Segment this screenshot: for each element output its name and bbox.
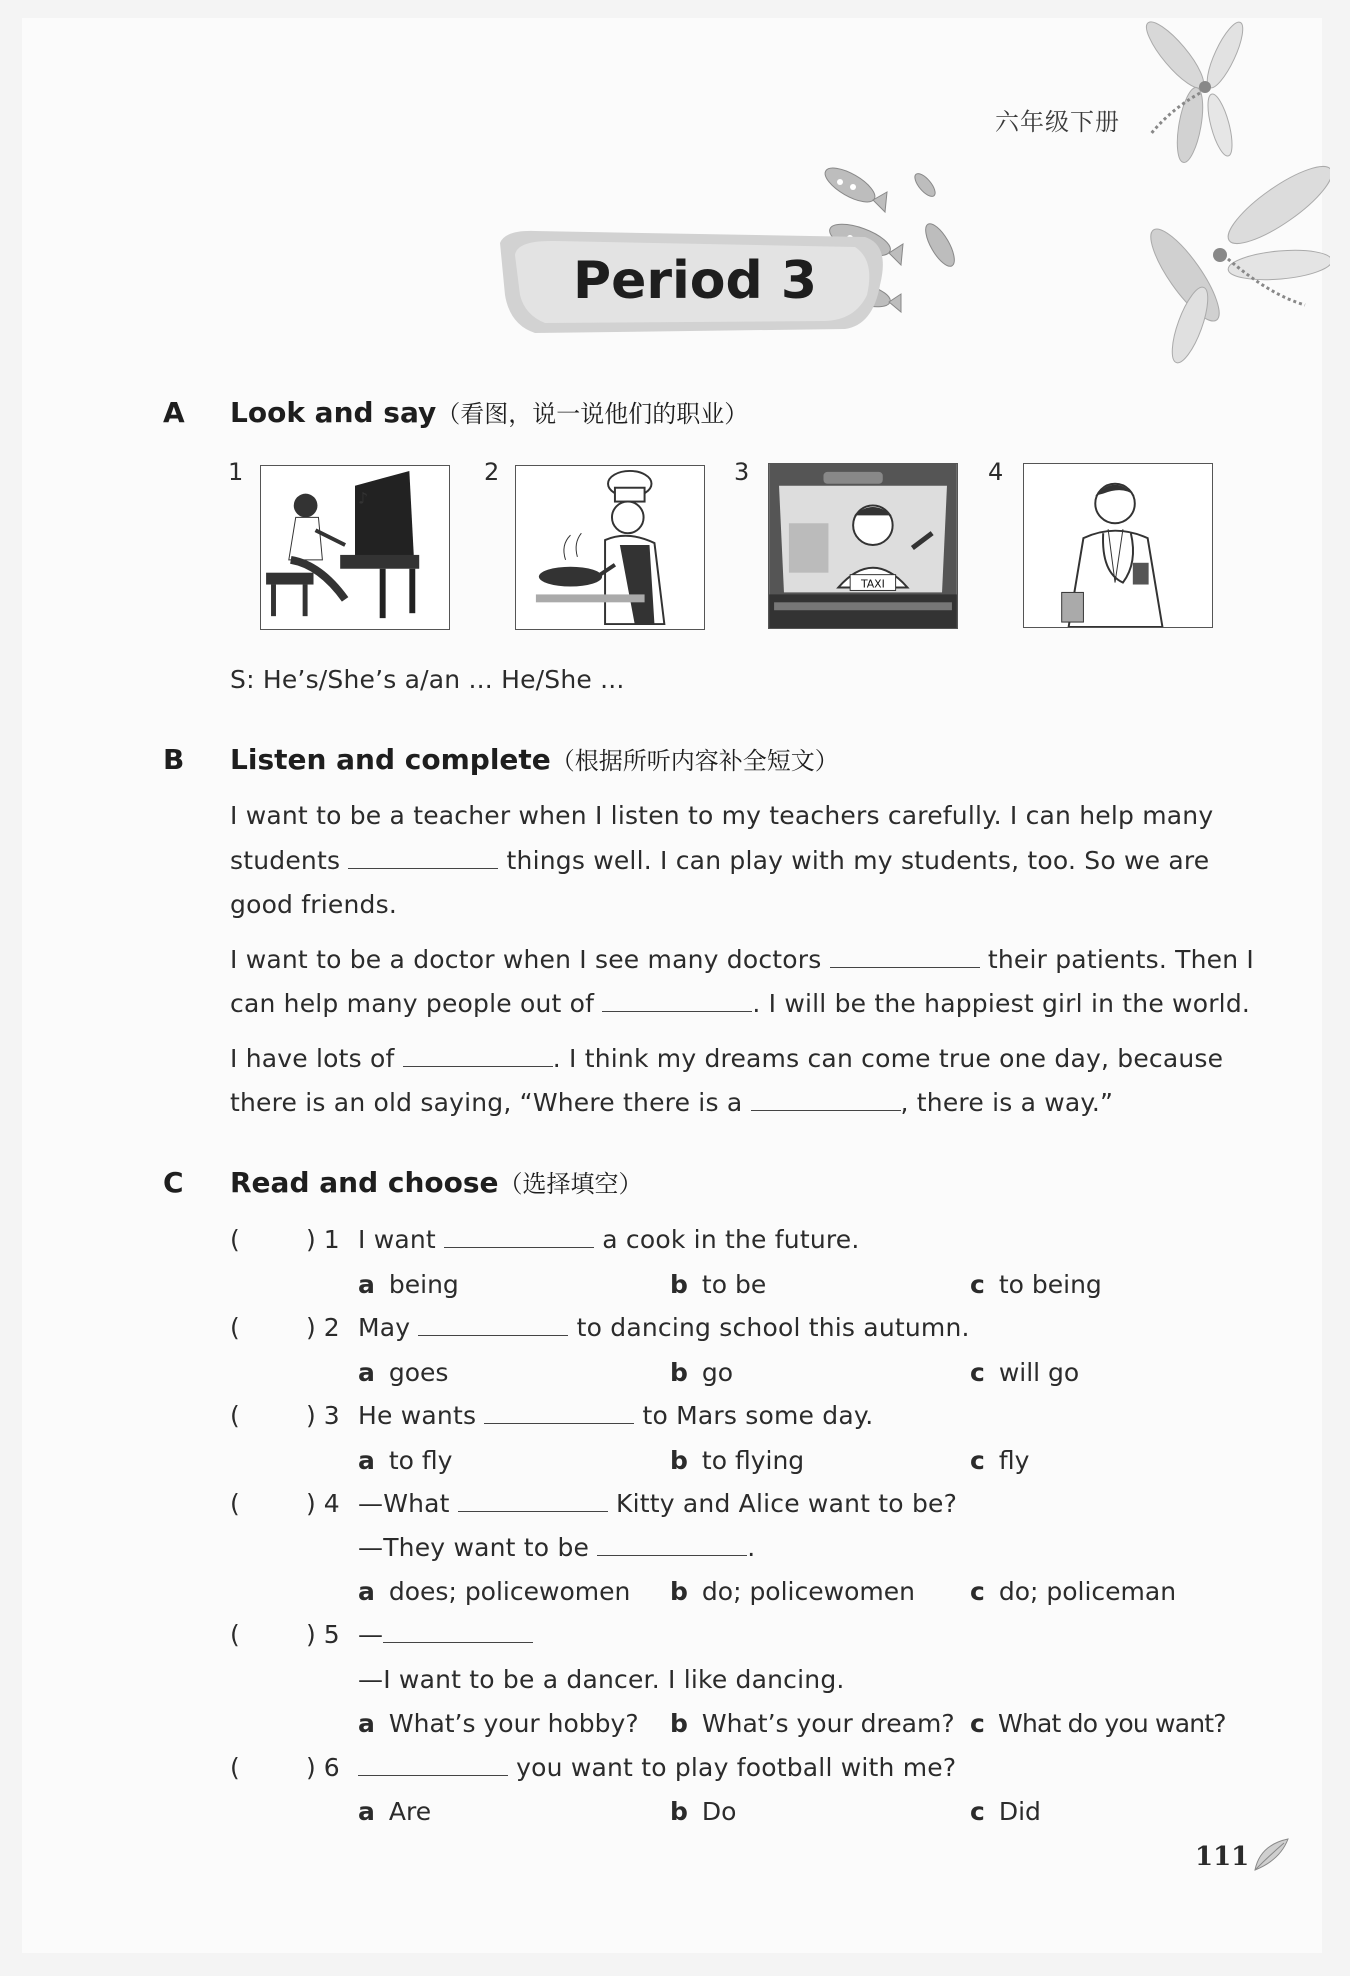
answer-blank[interactable]: [403, 1044, 553, 1067]
passage-text: there is an old saying, “Where there is a: [230, 1088, 743, 1117]
question-number: ) 2: [306, 1313, 340, 1342]
question-part: to dancing school this autumn.: [576, 1313, 970, 1342]
question-part: you want to play football with me?: [516, 1753, 957, 1782]
section-letter-a: A: [163, 396, 185, 429]
picture-number: 4: [988, 458, 1004, 486]
passage-text: I want to be a doctor when I see many doctors: [230, 945, 822, 974]
section-a-prompt: S: He’s/She’s a/an ... He/She ...: [230, 665, 625, 694]
question-part: —They want to be: [358, 1533, 590, 1562]
option-key: a: [358, 1577, 375, 1606]
option-b[interactable]: [670, 1270, 766, 1299]
section-c-title: [230, 1164, 643, 1199]
doctor-icon: [1024, 464, 1212, 627]
option-text: being: [388, 1270, 459, 1299]
passage-line: I want to be a teacher when I listen to my teachers carefully. I can help many: [230, 801, 1214, 830]
answer-paren-open[interactable]: (: [230, 1401, 240, 1430]
taxi-driver-icon: [769, 464, 957, 628]
question-number: ) 5: [306, 1620, 340, 1649]
answer-paren-open[interactable]: (: [230, 1313, 240, 1342]
option-b[interactable]: [670, 1797, 736, 1826]
page-number: 111: [1195, 1842, 1250, 1872]
option-text: to fly: [388, 1446, 453, 1475]
option-key: b: [670, 1577, 688, 1606]
picture-pianist: [260, 465, 450, 630]
answer-blank[interactable]: [348, 846, 498, 869]
option-text: to flying: [701, 1446, 805, 1475]
option-key: a: [358, 1709, 375, 1738]
option-key: c: [970, 1270, 985, 1299]
passage-line: good friends.: [230, 890, 397, 919]
option-c[interactable]: [970, 1270, 1102, 1299]
answer-blank[interactable]: [444, 1225, 594, 1248]
option-key: b: [670, 1358, 688, 1387]
option-c[interactable]: [970, 1446, 1029, 1475]
option-key: a: [358, 1797, 375, 1826]
option-text: Are: [388, 1797, 432, 1826]
pianist-icon: [261, 466, 449, 629]
section-a-title-cn: （看图，说一说他们的职业）: [436, 400, 749, 428]
question-part: —: [358, 1620, 384, 1649]
title-banner: [495, 225, 875, 337]
answer-blank[interactable]: [418, 1313, 568, 1336]
option-c[interactable]: [970, 1797, 1041, 1826]
taxi-sign: TAXI: [860, 577, 885, 591]
option-b[interactable]: [670, 1358, 733, 1387]
option-c[interactable]: [970, 1709, 1226, 1738]
option-key: b: [670, 1709, 688, 1738]
section-a-title: [230, 394, 748, 429]
section-c-title-cn: （选择填空）: [498, 1170, 643, 1198]
passage-text: , there is a way.”: [900, 1088, 1114, 1117]
question-part: to Mars some day.: [642, 1401, 874, 1430]
answer-blank[interactable]: [358, 1753, 508, 1776]
option-key: a: [358, 1446, 375, 1475]
question-text: —I want to be a dancer. I like dancing.: [358, 1665, 845, 1694]
leaf-icon: [1250, 1835, 1292, 1875]
picture-number: 1: [228, 458, 244, 486]
option-a[interactable]: [358, 1446, 452, 1475]
option-text: does; policewomen: [388, 1577, 631, 1606]
option-key: a: [358, 1358, 375, 1387]
option-text: to be: [701, 1270, 767, 1299]
option-b[interactable]: [670, 1446, 804, 1475]
section-a-title-en: Look and say: [230, 396, 437, 429]
answer-paren-open[interactable]: (: [230, 1620, 240, 1649]
option-key: c: [970, 1577, 985, 1606]
passage-text: things well. I can play with my students, too. So we are: [506, 846, 1210, 875]
grade-label: 六年级下册: [995, 108, 1120, 136]
option-a[interactable]: [358, 1577, 630, 1606]
picture-cook: [515, 465, 705, 630]
passage-line: [230, 846, 1209, 875]
passage-text: can help many people out of: [230, 989, 595, 1018]
answer-blank[interactable]: [458, 1489, 608, 1512]
option-c[interactable]: [970, 1577, 1176, 1606]
option-text: will go: [998, 1358, 1080, 1387]
question-part: Kitty and Alice want to be?: [616, 1489, 958, 1518]
section-b-title-cn: （根据所听内容补全短文）: [550, 747, 839, 775]
answer-paren-open[interactable]: (: [230, 1225, 240, 1254]
dragonfly-icon: [1130, 155, 1330, 365]
question-part: —What: [358, 1489, 450, 1518]
question-part: a cook in the future.: [602, 1225, 860, 1254]
option-a[interactable]: [358, 1709, 639, 1738]
option-key: b: [670, 1797, 688, 1826]
question-text: [358, 1533, 755, 1562]
passage-line: [230, 1044, 1223, 1073]
option-text: do; policewomen: [701, 1577, 915, 1606]
dragonfly-icon: [1130, 15, 1250, 165]
section-b-title: [230, 741, 839, 776]
option-text: What’s your hobby?: [388, 1709, 639, 1738]
answer-paren-open[interactable]: (: [230, 1489, 240, 1518]
option-text: do; policeman: [998, 1577, 1177, 1606]
option-text: go: [701, 1358, 734, 1387]
option-text: goes: [388, 1358, 449, 1387]
section-b-title-en: Listen and complete: [230, 743, 551, 776]
option-c[interactable]: [970, 1358, 1079, 1387]
question-part: .: [747, 1533, 756, 1562]
question-text: [358, 1401, 873, 1430]
option-text: Did: [998, 1797, 1041, 1826]
option-b[interactable]: [670, 1577, 915, 1606]
option-a[interactable]: [358, 1270, 459, 1299]
answer-blank[interactable]: [597, 1533, 747, 1556]
picture-doctor: [1023, 463, 1213, 628]
option-text: Do: [701, 1797, 737, 1826]
option-b[interactable]: [670, 1709, 955, 1738]
question-text: [358, 1225, 860, 1254]
option-text: What do you want?: [998, 1709, 1226, 1738]
question-part: He wants: [358, 1401, 477, 1430]
question-text: [358, 1753, 956, 1782]
answer-blank[interactable]: [602, 989, 752, 1012]
section-letter-b: B: [163, 743, 185, 776]
question-number: ) 4: [306, 1489, 340, 1518]
passage-line: [230, 945, 1254, 974]
section-letter-c: C: [163, 1166, 184, 1199]
option-a[interactable]: [358, 1358, 448, 1387]
answer-paren-open[interactable]: (: [230, 1753, 240, 1782]
passage-text: students: [230, 846, 341, 875]
option-key: a: [358, 1270, 375, 1299]
question-text: [358, 1489, 957, 1518]
cook-icon: [516, 466, 704, 629]
question-part: I want: [358, 1225, 436, 1254]
question-text: [358, 1313, 970, 1342]
section-c-title-en: Read and choose: [230, 1166, 499, 1199]
option-key: c: [970, 1709, 985, 1738]
option-key: c: [970, 1446, 985, 1475]
page-title: Period 3: [572, 251, 818, 311]
option-key: b: [670, 1446, 688, 1475]
option-key: b: [670, 1270, 688, 1299]
answer-blank[interactable]: [484, 1401, 634, 1424]
answer-blank[interactable]: [383, 1620, 533, 1643]
picture-number: 3: [734, 458, 750, 486]
passage-line: [230, 989, 1250, 1018]
passage-line: [230, 1088, 1113, 1117]
svg-text:♪: ♪: [357, 488, 369, 508]
picture-number: 2: [484, 458, 500, 486]
option-key: c: [970, 1358, 985, 1387]
option-text: fly: [998, 1446, 1030, 1475]
option-a[interactable]: [358, 1797, 431, 1826]
passage-text: . I think my dreams can come true one day, because: [552, 1044, 1224, 1073]
picture-taxi-driver: [768, 463, 958, 629]
question-text: [358, 1620, 533, 1649]
question-part: May: [358, 1313, 411, 1342]
option-text: What’s your dream?: [701, 1709, 955, 1738]
question-number: ) 6: [306, 1753, 340, 1782]
option-text: to being: [998, 1270, 1102, 1299]
passage-text: their patients. Then I: [987, 945, 1254, 974]
passage-text: I have lots of: [230, 1044, 395, 1073]
answer-blank[interactable]: [751, 1088, 901, 1111]
answer-blank[interactable]: [830, 945, 980, 968]
question-number: ) 1: [306, 1225, 340, 1254]
question-number: ) 3: [306, 1401, 340, 1430]
option-key: c: [970, 1797, 985, 1826]
passage-text: . I will be the happiest girl in the world.: [752, 989, 1251, 1018]
